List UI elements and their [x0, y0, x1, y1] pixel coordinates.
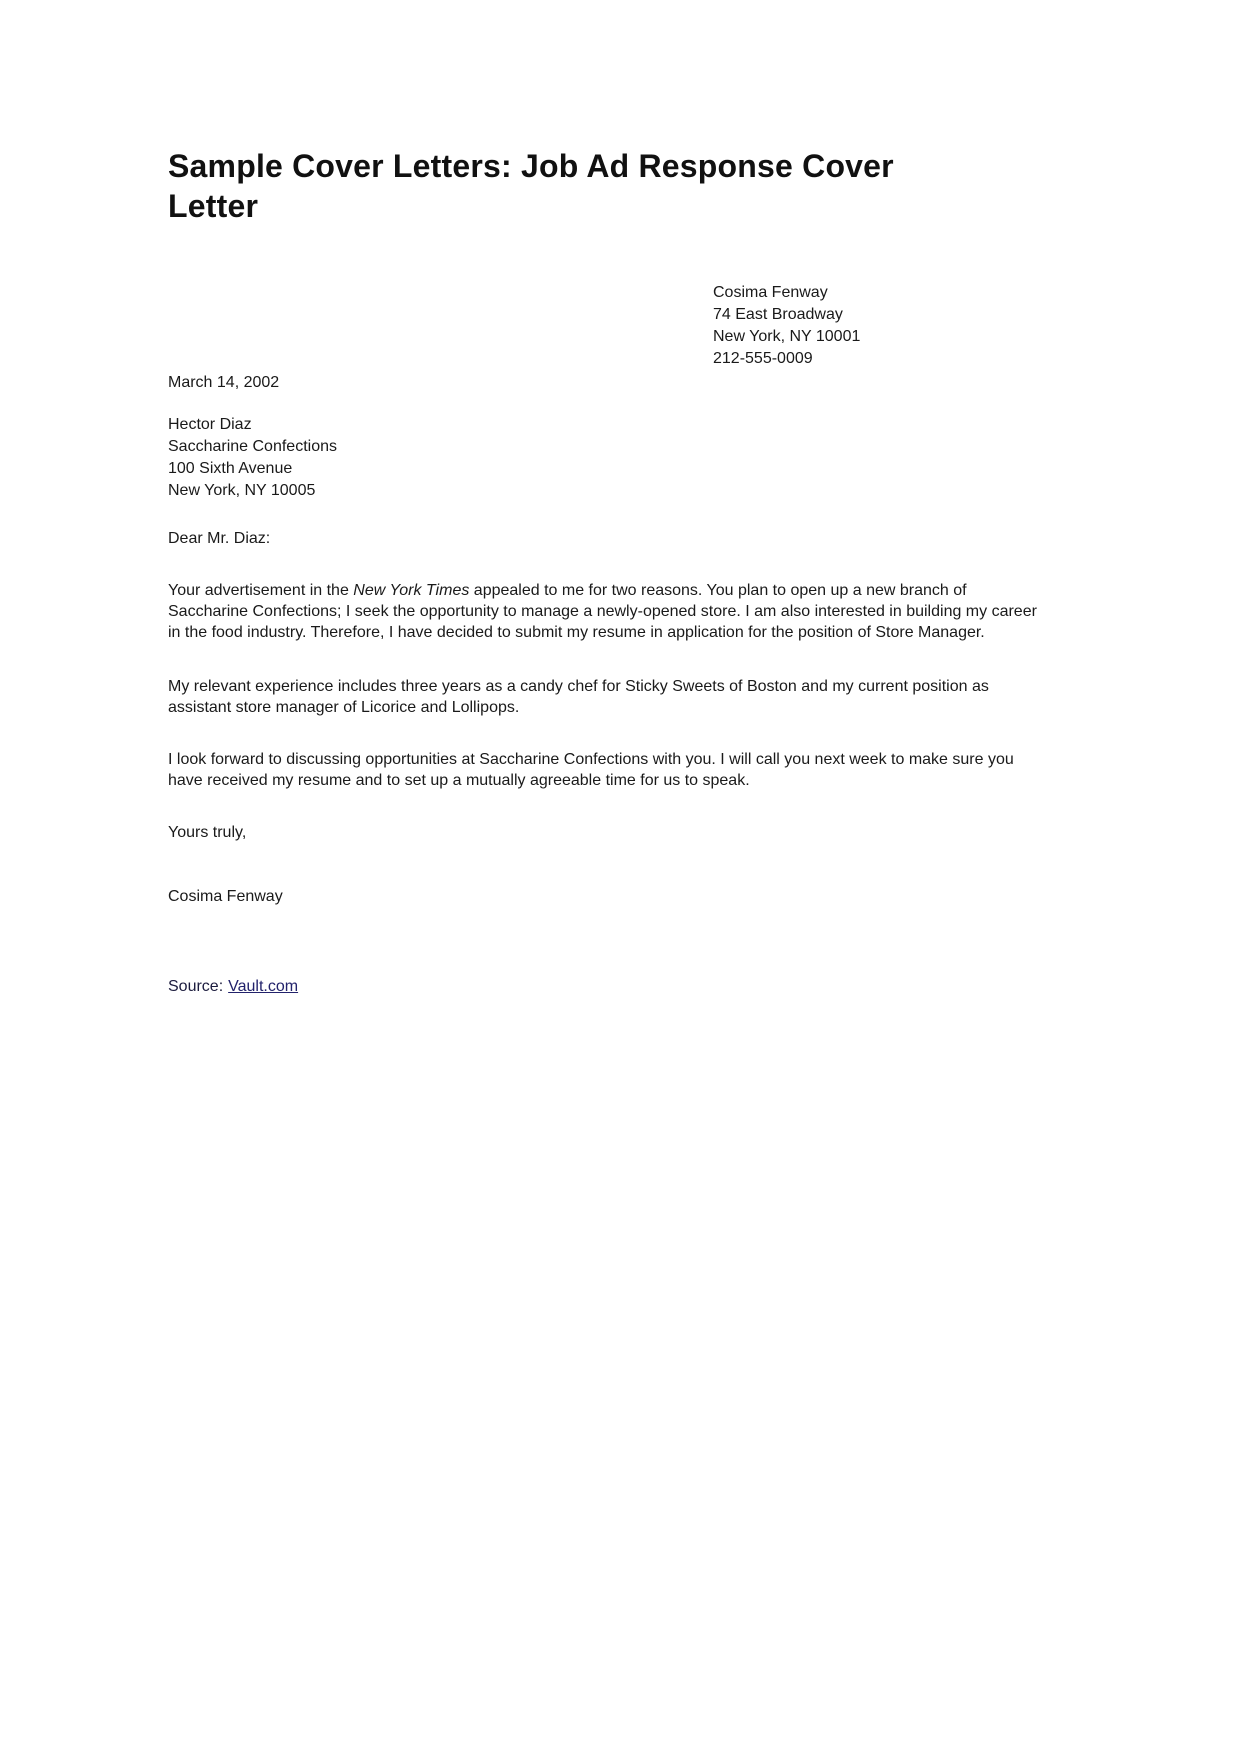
sender-address-block: [713, 282, 1180, 370]
closing-line: Yours truly,: [168, 824, 247, 841]
body-paragraph-1: [168, 580, 1048, 643]
sender-name: Cosima Fenway: [713, 284, 828, 301]
sender-city: New York, NY 10001: [713, 328, 861, 345]
paragraph-1-text-before: Your advertisement in the: [168, 582, 354, 599]
source-label: Source:: [168, 978, 224, 995]
body-paragraph-3: I look forward to discussing opportunities at Saccharine Confections with you. I will call you next week to make sure you have received my resume and to set up a mutually agreeable time for us to speak.: [168, 751, 1014, 789]
recipient-street: 100 Sixth Avenue: [168, 460, 293, 477]
recipient-company: Saccharine Confections: [168, 438, 337, 455]
publication-name: New York Times: [353, 582, 470, 599]
recipient-name: Hector Diaz: [168, 416, 252, 433]
recipient-address-block: [168, 414, 1180, 502]
paragraph-1-text-after: appealed to me for two reasons. You plan to open up a new branch of Saccharine Confections; I seek the opportunity to manage a newly-opened store. I am also interested in building my career in the food industry. Therefore, I have decided to submit my resume in application for the position of Store Manager.: [168, 582, 1037, 641]
letter-date: March 14, 2002: [168, 374, 280, 391]
salutation: Dear Mr. Diaz:: [168, 530, 271, 547]
source-line: [168, 976, 1180, 998]
sender-street: 74 East Broadway: [713, 306, 843, 323]
body-paragraph-2: My relevant experience includes three years as a candy chef for Sticky Sweets of Boston and my current position as assistant store manager of Licorice and Lollipops.: [168, 678, 989, 716]
sender-phone: 212-555-0009: [713, 350, 813, 367]
page-title: Sample Cover Letters: Job Ad Response Cover Letter: [168, 148, 894, 224]
vault-com-link[interactable]: Vault.com: [228, 978, 299, 995]
signature-name: Cosima Fenway: [168, 888, 283, 905]
recipient-city: New York, NY 10005: [168, 482, 316, 499]
